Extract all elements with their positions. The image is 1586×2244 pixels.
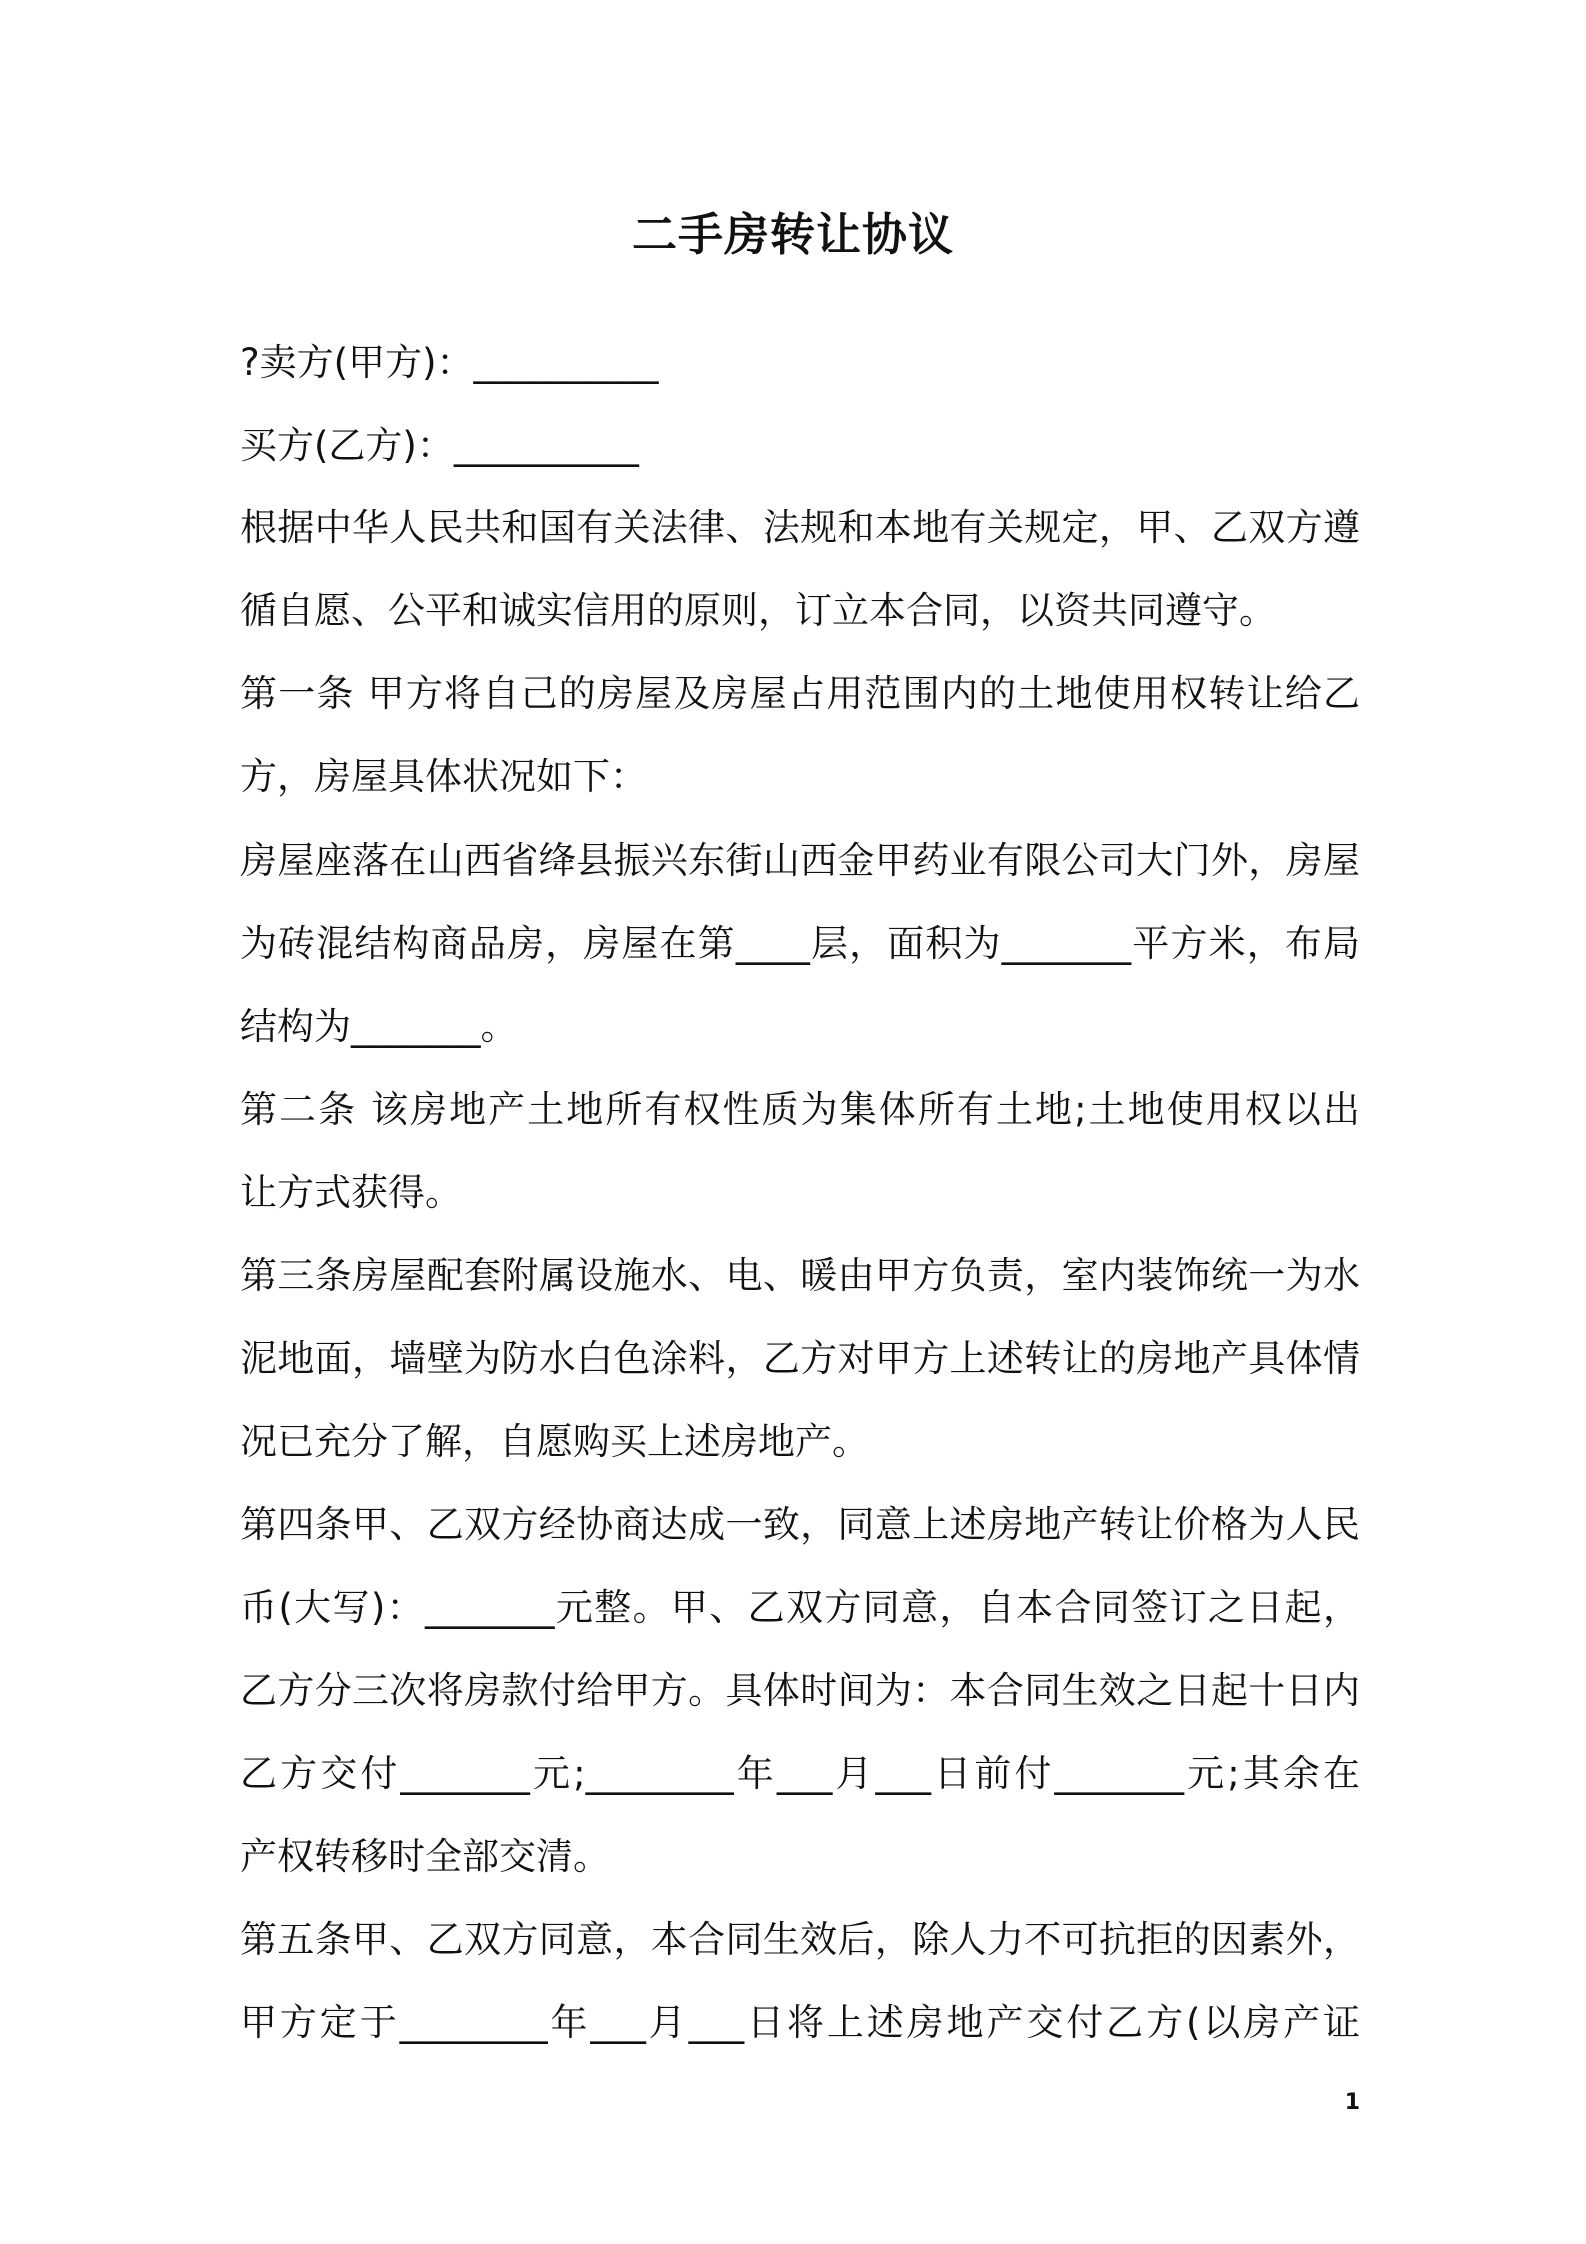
property-line: 为砖混结构商品房，房屋在第____层，面积为_______平方米，布局 — [240, 922, 1360, 965]
article-3-line: 泥地面，墙壁为防水白色涂料，乙方对甲方上述转让的房地产具体情 — [240, 1337, 1360, 1380]
paragraph-line: 根据中华人民共和国有关法律、法规和本地有关规定，甲、乙双方遵 — [240, 506, 1360, 549]
article-4-line: 第四条甲、乙双方经协商达成一致，同意上述房地产转让价格为人民 — [240, 1503, 1360, 1546]
article-1-line: 方，房屋具体状况如下： — [240, 755, 647, 798]
buyer-line: 买方(乙方)：__________ — [240, 424, 639, 467]
article-4-line: 乙方交付_______元;________年___月___日前付_______元;其余在 — [240, 1752, 1360, 1795]
article-3-line: 况已充分了解，自愿购买上述房地产。 — [240, 1420, 869, 1463]
property-line: 结构为_______。 — [240, 1005, 518, 1048]
article-4-line: 币(大写)：_______元整。甲、乙双方同意，自本合同签订之日起， — [240, 1586, 1360, 1629]
document-title: 二手房转让协议 — [631, 208, 954, 261]
article-3-line: 第三条房屋配套附属设施水、电、暖由甲方负责，室内装饰统一为水 — [240, 1254, 1360, 1297]
paragraph-line: 循自愿、公平和诚实信用的原则，订立本合同，以资共同遵守。 — [240, 589, 1276, 632]
page-number: 1 — [1344, 2090, 1360, 2115]
article-4-line: 产权转移时全部交清。 — [240, 1835, 610, 1878]
article-2-line: 让方式获得。 — [240, 1171, 462, 1214]
property-line: 房屋座落在山西省绛县振兴东街山西金甲药业有限公司大门外，房屋 — [240, 839, 1360, 882]
article-4-line: 乙方分三次将房款付给甲方。具体时间为：本合同生效之日起十日内 — [240, 1669, 1360, 1712]
seller-line: ?卖方(甲方)：__________ — [240, 341, 659, 384]
article-5-line: 甲方定于________年___月___日将上述房地产交付乙方(以房产证 — [240, 2001, 1360, 2044]
article-2-line: 第二条 该房地产土地所有权性质为集体所有土地;土地使用权以出 — [240, 1088, 1360, 1131]
article-1-line: 第一条 甲方将自己的房屋及房屋占用范围内的土地使用权转让给乙 — [240, 672, 1360, 715]
article-5-line: 第五条甲、乙双方同意，本合同生效后，除人力不可抗拒的因素外， — [240, 1918, 1360, 1961]
